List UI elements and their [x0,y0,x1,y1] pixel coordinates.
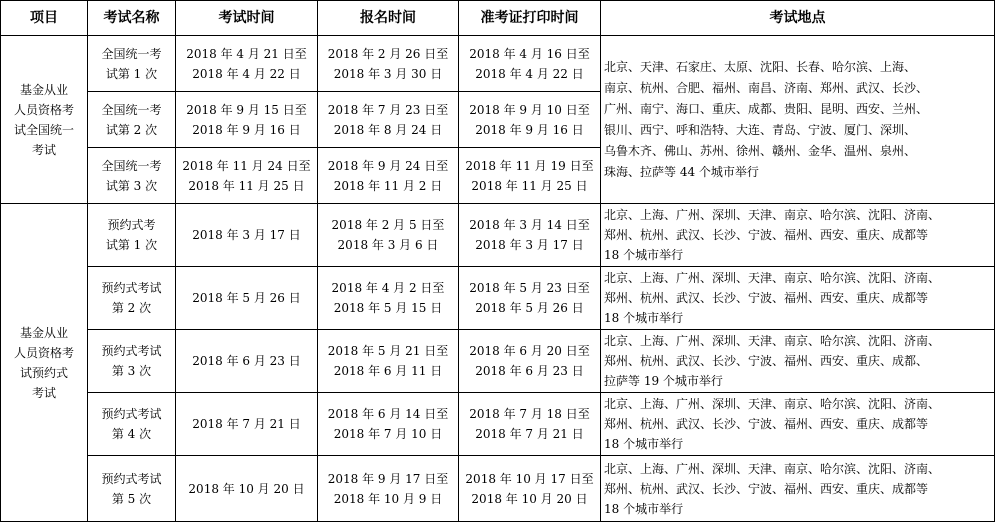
exam-name-line: 试第 1 次 [105,66,158,81]
header-project: 项目 [1,1,88,36]
exam-name-line: 全国统一考 [101,46,162,61]
registration-time-cell [318,330,459,393]
location-line: 北京、上海、广州、深圳、天津、南京、哈尔滨、沈阳、济南、 [604,208,941,222]
exam-time-line: 2018 年 4 月 21 日至 [186,46,307,61]
header-row [1,1,995,36]
location-line: 北京、上海、广州、深圳、天津、南京、哈尔滨、沈阳、济南、 [604,397,941,411]
project-line: 试预约式 [19,365,68,380]
registration-time-line: 2018 年 2 月 26 日至 [327,46,449,61]
print-time-line: 2018 年 6 月 23 日 [475,364,584,378]
exam-name-line: 第 2 次 [111,301,152,315]
exam-time-cell [176,148,318,204]
table-row [1,267,995,330]
table-row [1,393,995,456]
header-location: 考试地点 [601,1,995,36]
exam-name-line: 预约式考试 [101,471,162,486]
print-time-line: 2018 年 10 月 17 日至 [465,471,594,486]
project-line: 基金从业 [19,82,68,97]
header-admission-print-time: 准考证打印时间 [459,1,601,36]
print-time-line: 2018 年 4 月 22 日 [475,66,584,81]
print-time-line: 2018 年 4 月 16 日至 [469,46,590,61]
project-line: 人员资格考 [13,345,74,360]
registration-time-line: 2018 年 11 月 2 日 [333,178,443,193]
registration-time-cell [318,148,459,204]
header-exam-time: 考试时间 [176,1,318,36]
registration-time-line: 2018 年 7 月 23 日至 [327,102,449,117]
exam-time-cell [176,204,318,267]
location-line: 北京、上海、广州、深圳、天津、南京、哈尔滨、沈阳、济南、 [604,271,941,285]
location-line: 18 个城市举行 [604,501,684,516]
header-exam-name: 考试名称 [88,1,176,36]
print-time-line: 2018 年 3 月 17 日 [475,238,584,252]
exam-name-line: 第 3 次 [111,364,152,378]
exam-time-line: 2018 年 11 月 24 日至 [182,158,311,173]
exam-name-line: 预约式考试 [101,281,162,295]
project-line: 考试 [31,385,56,400]
exam-name-line: 第 4 次 [111,427,152,441]
location-line: 银川、西宁、呼和浩特、大连、青岛、宁波、厦门、深圳、 [604,122,917,137]
registration-time-cell [318,36,459,92]
exam-time-line: 2018 年 4 月 22 日 [192,66,301,81]
table-row [1,36,995,92]
print-time-cell [459,36,601,92]
exam-name-line: 全国统一考 [101,158,162,173]
exam-time-line: 2018 年 3 月 17 日 [192,228,301,242]
registration-time-line: 2018 年 8 月 24 日 [333,122,443,137]
exam-name-cell [88,456,176,522]
print-time-line: 2018 年 3 月 14 日至 [469,218,590,232]
registration-time-cell [318,92,459,148]
print-time-cell [459,267,601,330]
registration-time-line: 2018 年 4 月 2 日至 [331,281,445,295]
exam-time-line: 2018 年 6 月 23 日 [192,354,301,368]
location-line: 北京、天津、石家庄、太原、沈阳、长春、哈尔滨、上海、 [604,59,917,74]
exam-name-line: 试第 2 次 [105,122,158,137]
print-time-line: 2018 年 5 月 26 日 [475,301,584,315]
exam-name-cell [88,204,176,267]
location-cell [601,204,995,267]
print-time-line: 2018 年 9 月 16 日 [475,122,584,137]
print-time-line: 2018 年 5 月 23 日至 [469,281,590,295]
location-line: 郑州、杭州、武汉、长沙、宁波、福州、西安、重庆、成都等 [604,481,929,496]
registration-time-line: 2018 年 6 月 11 日 [333,364,443,378]
table-row [1,456,995,522]
location-cell [601,456,995,522]
exam-time-cell [176,456,318,522]
exam-time-cell [176,36,318,92]
exam-time-line: 2018 年 10 月 20 日 [188,481,305,496]
exam-name-line: 试第 1 次 [105,238,158,252]
registration-time-line: 2018 年 5 月 15 日 [333,301,443,315]
registration-time-cell [318,267,459,330]
print-time-line: 2018 年 7 月 21 日 [475,427,584,441]
registration-time-line: 2018 年 9 月 17 日至 [327,471,449,486]
print-time-cell [459,330,601,393]
exam-name-cell [88,148,176,204]
location-line: 珠海、拉萨等 44 个城市举行 [604,164,759,179]
print-time-line: 2018 年 10 月 20 日 [471,491,588,506]
exam-name-cell [88,330,176,393]
registration-time-cell [318,204,459,267]
location-cell [601,330,995,393]
exam-name-cell [88,267,176,330]
location-line: 南京、杭州、合肥、福州、南昌、济南、郑州、武汉、长沙、 [604,80,929,95]
registration-time-line: 2018 年 7 月 10 日 [333,427,443,441]
table-row [1,204,995,267]
exam-name-cell [88,92,176,148]
exam-name-line: 全国统一考 [101,102,162,117]
registration-time-cell [318,393,459,456]
project-line: 试全国统一 [13,122,74,137]
exam-time-line: 2018 年 5 月 26 日 [192,291,301,305]
print-time-line: 2018 年 11 月 19 日至 [465,158,594,173]
location-line: 18 个城市举行 [604,248,684,262]
print-time-cell [459,393,601,456]
location-line: 北京、上海、广州、深圳、天津、南京、哈尔滨、沈阳、济南、 [604,334,941,348]
location-cell-national [601,36,995,204]
project-line: 考试 [31,142,56,157]
exam-name-line: 预约式考试 [101,344,162,358]
exam-name-cell [88,393,176,456]
location-line: 郑州、杭州、武汉、长沙、宁波、福州、西安、重庆、成都等 [604,228,929,242]
registration-time-line: 2018 年 6 月 14 日至 [327,407,449,421]
registration-time-line: 2018 年 2 月 5 日至 [331,218,445,232]
print-time-cell [459,204,601,267]
exam-time-cell [176,393,318,456]
location-line: 18 个城市举行 [604,311,684,325]
exam-time-cell [176,92,318,148]
registration-time-line: 2018 年 3 月 30 日 [333,66,443,81]
exam-time-cell [176,330,318,393]
print-time-cell [459,92,601,148]
project-cell-reservation [1,204,88,522]
location-cell [601,393,995,456]
print-time-cell [459,456,601,522]
registration-time-line: 2018 年 5 月 21 日至 [327,344,449,358]
print-time-line: 2018 年 11 月 25 日 [471,178,588,193]
exam-time-line: 2018 年 9 月 16 日 [192,122,301,137]
exam-name-line: 预约式考试 [101,407,162,421]
registration-time-line: 2018 年 10 月 9 日 [333,491,443,506]
exam-name-line: 预约式考 [107,218,156,232]
location-line: 18 个城市举行 [604,437,684,451]
exam-time-line: 2018 年 7 月 21 日 [192,417,301,431]
location-line: 乌鲁木齐、佛山、苏州、徐州、赣州、金华、温州、泉州、 [604,143,917,158]
project-line: 人员资格考 [13,102,74,117]
exam-time-line: 2018 年 9 月 15 日至 [186,102,307,117]
table-row [1,330,995,393]
print-time-line: 2018 年 7 月 18 日至 [469,407,590,421]
project-line: 基金从业 [19,325,68,340]
location-line: 北京、上海、广州、深圳、天津、南京、哈尔滨、沈阳、济南、 [604,461,941,476]
exam-name-line: 试第 3 次 [105,178,158,193]
exam-name-cell [88,36,176,92]
registration-time-line: 2018 年 9 月 24 日至 [327,158,449,173]
location-line: 郑州、杭州、武汉、长沙、宁波、福州、西安、重庆、成都、 [604,354,929,368]
project-cell-national [1,36,88,204]
exam-name-line: 第 5 次 [111,491,152,506]
header-registration-time: 报名时间 [318,1,459,36]
exam-time-line: 2018 年 11 月 25 日 [188,178,305,193]
location-line: 郑州、杭州、武汉、长沙、宁波、福州、西安、重庆、成都等 [604,291,929,305]
location-line: 郑州、杭州、武汉、长沙、宁波、福州、西安、重庆、成都等 [604,417,929,431]
print-time-line: 2018 年 9 月 10 日至 [469,102,590,117]
registration-time-cell [318,456,459,522]
location-cell [601,267,995,330]
print-time-line: 2018 年 6 月 20 日至 [469,344,590,358]
exam-time-cell [176,267,318,330]
registration-time-line: 2018 年 3 月 6 日 [337,238,439,252]
location-line: 拉萨等 19 个城市举行 [604,374,723,388]
print-time-cell [459,148,601,204]
location-line: 广州、南宁、海口、重庆、成都、贵阳、昆明、西安、兰州、 [604,101,929,116]
